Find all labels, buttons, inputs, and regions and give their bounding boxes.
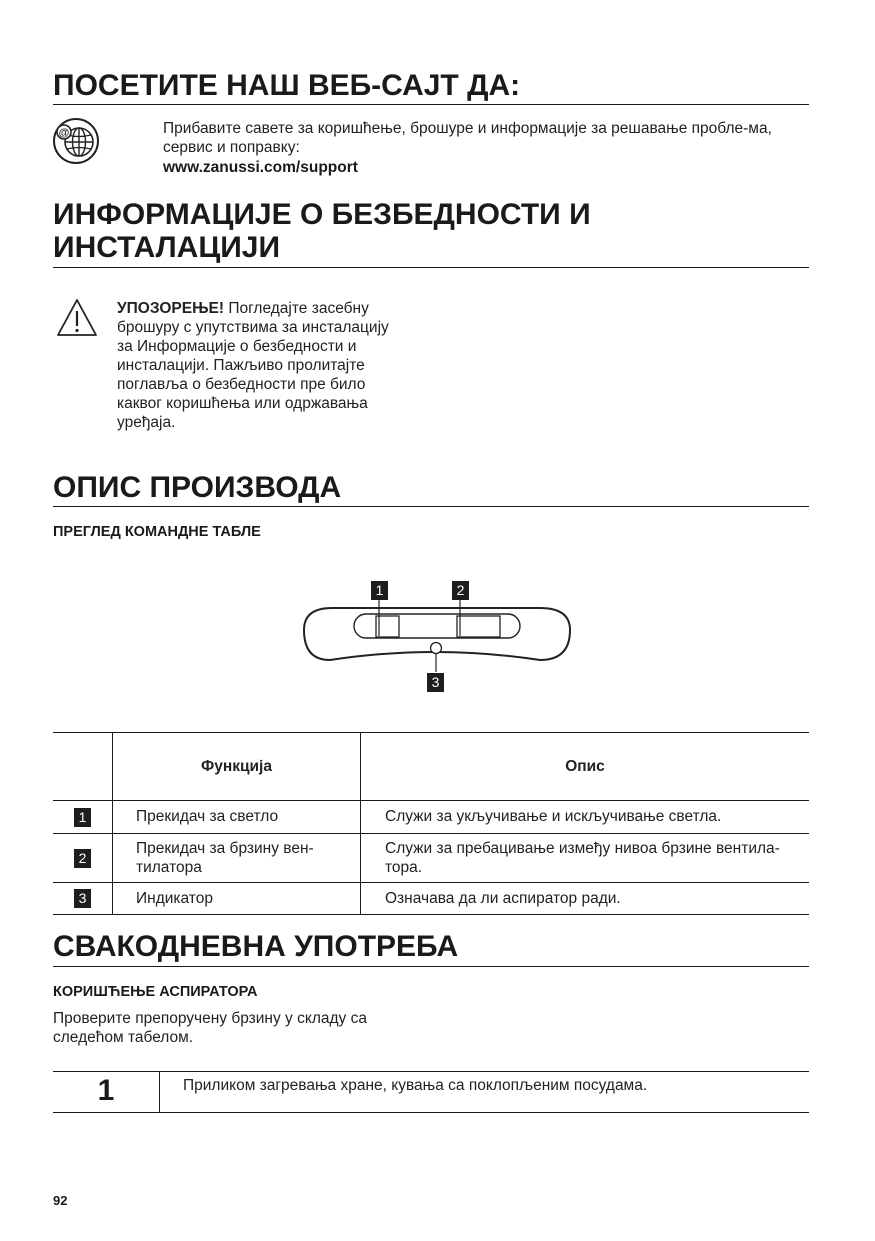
table-row: [53, 883, 809, 915]
daily-rule: [53, 966, 809, 967]
safety-heading-line2: ИНСТАЛАЦИЈИ: [53, 231, 281, 264]
row-function: Индикатор: [113, 883, 361, 915]
diagram-label-2: 2: [452, 581, 469, 600]
visit-description: Прибавите савете за коришћење, брошуре и информације за решавање пробле-ма, сервис и поправку:: [163, 120, 772, 156]
control-panel-subheading: ПРЕГЛЕД КОМАНДНЕ ТАБЛЕ: [53, 524, 261, 540]
table-row: [53, 1072, 809, 1113]
row-number: 1: [74, 808, 91, 827]
support-url-link[interactable]: www.zanussi.com/support: [163, 159, 358, 176]
globe-at-icon: [52, 117, 100, 165]
row-description: [361, 834, 810, 883]
row-function-line2: тилатора: [136, 859, 202, 876]
row-function: Прекидач за светло: [113, 801, 361, 834]
row-function: [113, 834, 361, 883]
diagram-label-1: 1: [371, 581, 388, 600]
warning-triangle-icon: [55, 297, 99, 339]
function-table: [53, 732, 809, 915]
speed-level: 1: [53, 1072, 160, 1113]
row-description-line1: Служи за пребацивање између нивоа брзине вентила-: [385, 840, 780, 857]
row-function-line1: Прекидач за брзину вен-: [136, 840, 314, 857]
product-heading: ОПИС ПРОИЗВОДА: [53, 471, 342, 504]
daily-heading: СВАКОДНЕВНА УПОТРЕБА: [53, 930, 459, 963]
page-number: 92: [53, 1193, 68, 1208]
hood-use-subheading: КОРИШЋЕЊЕ АСПИРАТОРА: [53, 984, 258, 1000]
table-header-row: [53, 733, 809, 801]
table-row: [53, 834, 809, 883]
safety-heading-line1: ИНФОРМАЦИЈЕ О БЕЗБЕДНОСТИ И: [53, 198, 591, 231]
visit-heading: ПОСЕТИТЕ НАШ ВЕБ-САЈТ ДА:: [53, 69, 521, 102]
daily-text-line2: следећом табелом.: [53, 1029, 194, 1046]
speed-description: Приликом загревања хране, кувања са поклопљеним посудама.: [160, 1072, 810, 1113]
row-description: Означава да ли аспиратор ради.: [361, 883, 810, 915]
row-description-line2: тора.: [385, 859, 423, 876]
header-function: Функција: [113, 733, 361, 801]
row-number: 2: [74, 849, 91, 868]
visit-rule: [53, 104, 809, 105]
svg-text:@: @: [58, 127, 70, 139]
warning-label: УПОЗОРЕЊЕ!: [117, 300, 225, 317]
safety-rule: [53, 267, 809, 268]
diagram-label-3: 3: [427, 673, 444, 692]
table-row: [53, 801, 809, 834]
header-description: Опис: [361, 733, 810, 801]
row-number: 3: [74, 889, 91, 908]
warning-text: [117, 299, 407, 432]
header-number: [53, 733, 113, 801]
speed-table: [53, 1071, 809, 1113]
daily-text-line1: Проверите препоручену брзину у складу са: [53, 1010, 367, 1027]
product-rule: [53, 506, 809, 507]
warning-body: Погледајте засебну брошуру с упутствима за инсталацију за Информације о безбедности и инсталацији. Пажљиво пролитајте поглавља о безбедности пре било каквог коришћења или одржавања уређаја.: [117, 300, 389, 431]
row-description: Служи за укључивање и искључивање светла.: [361, 801, 810, 834]
